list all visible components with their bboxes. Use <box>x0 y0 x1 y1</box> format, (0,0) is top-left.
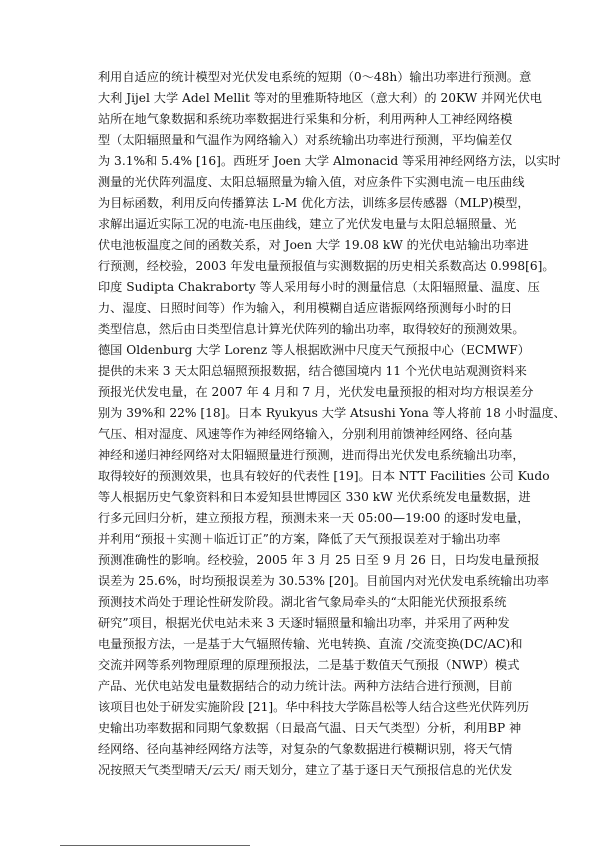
text-line: 并利用“预报＋实测＋临近订正”的方案，降低了天气预报误差对于输出功率 <box>98 532 501 546</box>
text-line: 站所在地气象数据和系统功率数据进行采集和分析，利用两种人工神经网络模 <box>98 112 513 126</box>
text-line: 神经和递归神经网络对太阳辐照量进行预测，进而得出光伏发电系统输出功率， <box>98 448 525 462</box>
text-line: 该项目也处于研发实施阶段 [21]。华中科技大学陈昌松等人结合这些光伏阵列历 <box>98 700 530 714</box>
text-line: 产品、光伏电站发电量数据结合的动力统计法。两种方法结合进行预测，目前 <box>98 679 513 693</box>
text-line: 交流并网等系列物理原理的原理预报法，二是基于数值天气预报（NWP）模式 <box>98 658 520 672</box>
text-line: 为目标函数，利用反向传播算法 L-M 优化方法，训练多层传感器（MLP)模型， <box>98 196 530 210</box>
text-line: 行多元回归分析，建立预报方程，预测未来一天 05:00—19:00 的逐时发电量， <box>98 511 530 525</box>
text-line: 类型信息，然后由日类型信息计算光伏阵列的输出功率，取得较好的预测效果。 <box>98 322 525 336</box>
text-line: 利用自适应的统计模型对光伏发电系统的短期（0～48h）输出功率进行预测。意 <box>98 70 532 84</box>
text-line: 经网络、径向基神经网络方法等，对复杂的气象数据进行模糊识别，将天气情 <box>98 742 513 756</box>
text-line: 气压、相对湿度、风速等作为神经网络输入，分别利用前馈神经网络、径向基 <box>98 427 513 441</box>
text-line: 行预测，经校验，2003 年发电量预报值与实测数据的历史相关系数高达 0.998[6]。 <box>98 259 555 273</box>
footnote-divider <box>60 845 250 846</box>
text-line: 取得较好的预测效果，也具有较好的代表性 [19]。日本 NTT Facilities 公司 Kudo <box>98 469 550 483</box>
text-line: 德国 Oldenburg 大学 Lorenz 等人根据欧洲中尺度天气预报中心（ECMWF） <box>98 343 530 357</box>
text-line: 电量预报方法，一是基于大气辐照传输、光电转换、直流 /交流变换(DC/AC)和 <box>98 637 523 651</box>
body-text <box>98 67 566 781</box>
text-line: 测量的光伏阵列温度、太阳总辐照量为输入值，对应条件下实测电流－电压曲线 <box>98 175 525 189</box>
text-line: 提供的未来 3 天太阳总辐照预报数据，结合德国境内 11 个光伏电站观测资料来 <box>98 364 527 378</box>
text-line: 误差为 25.6%，时均预报误差为 30.53% [20]。目前国内对光伏发电系统输出功率 <box>98 574 549 588</box>
text-line: 史输出功率数据和同期气象数据（日最高气温、日天气类型）分析，利用BP 神 <box>98 721 522 735</box>
text-line: 别为 39%和 22% [18]。日本 Ryukyus 大学 Atsushi Yona 等人将前 18 小时温度、 <box>98 406 566 420</box>
text-line: 求解出逼近实际工况的电流-电压曲线，建立了光伏发电量与太阳总辐照量、光 <box>98 217 517 231</box>
text-line: 伏电池板温度之间的函数关系，对 Joen 大学 19.08 kW 的光伏电站输出功率进 <box>98 238 529 252</box>
text-line: 预测技术尚处于理论性研发阶段。湖北省气象局牵头的“太阳能光伏预报系统 <box>98 595 507 609</box>
text-line: 力、湿度、日照时间等）作为输入，利用模糊自适应谐振网络预测每小时的日 <box>98 301 513 315</box>
text-line: 预测准确性的影响。经校验，2005 年 3 月 25 日至 9 月 26 日，日均发电量预报 <box>98 553 540 567</box>
text-line: 型（太阳辐照量和气温作为网络输入）对系统输出功率进行预测，平均偏差仅 <box>98 133 513 147</box>
text-line: 预报光伏发电量，在 2007 年 4 月和 7 月，光伏发电量预报的相对均方根误差分 <box>98 385 534 399</box>
text-line: 研究”项目，根据光伏电站未来 3 天逐时辐照量和输出功率，并采用了两种发 <box>98 616 510 630</box>
text-line: 印度 Sudipta Chakraborty 等人采用每小时的测量信息（太阳辐照量、温度、压 <box>98 280 540 294</box>
text-line: 为 3.1%和 5.4% [16]。西班牙 Joen 大学 Almonacid 等采用神经网络方法，以实时 <box>98 154 561 168</box>
text-line: 等人根据历史气象资料和日本爱知县世博园区 330 kW 光伏系统发电量数据，进 <box>98 490 531 504</box>
text-line: 况按照天气类型晴天/云天/ 雨天划分，建立了基于逐日天气预报信息的光伏发 <box>98 763 513 777</box>
text-line: 大利 Jijel 大学 Adel Mellit 等对的里雅斯特地区（意大利）的 20KW 并网光伏电 <box>98 91 542 105</box>
